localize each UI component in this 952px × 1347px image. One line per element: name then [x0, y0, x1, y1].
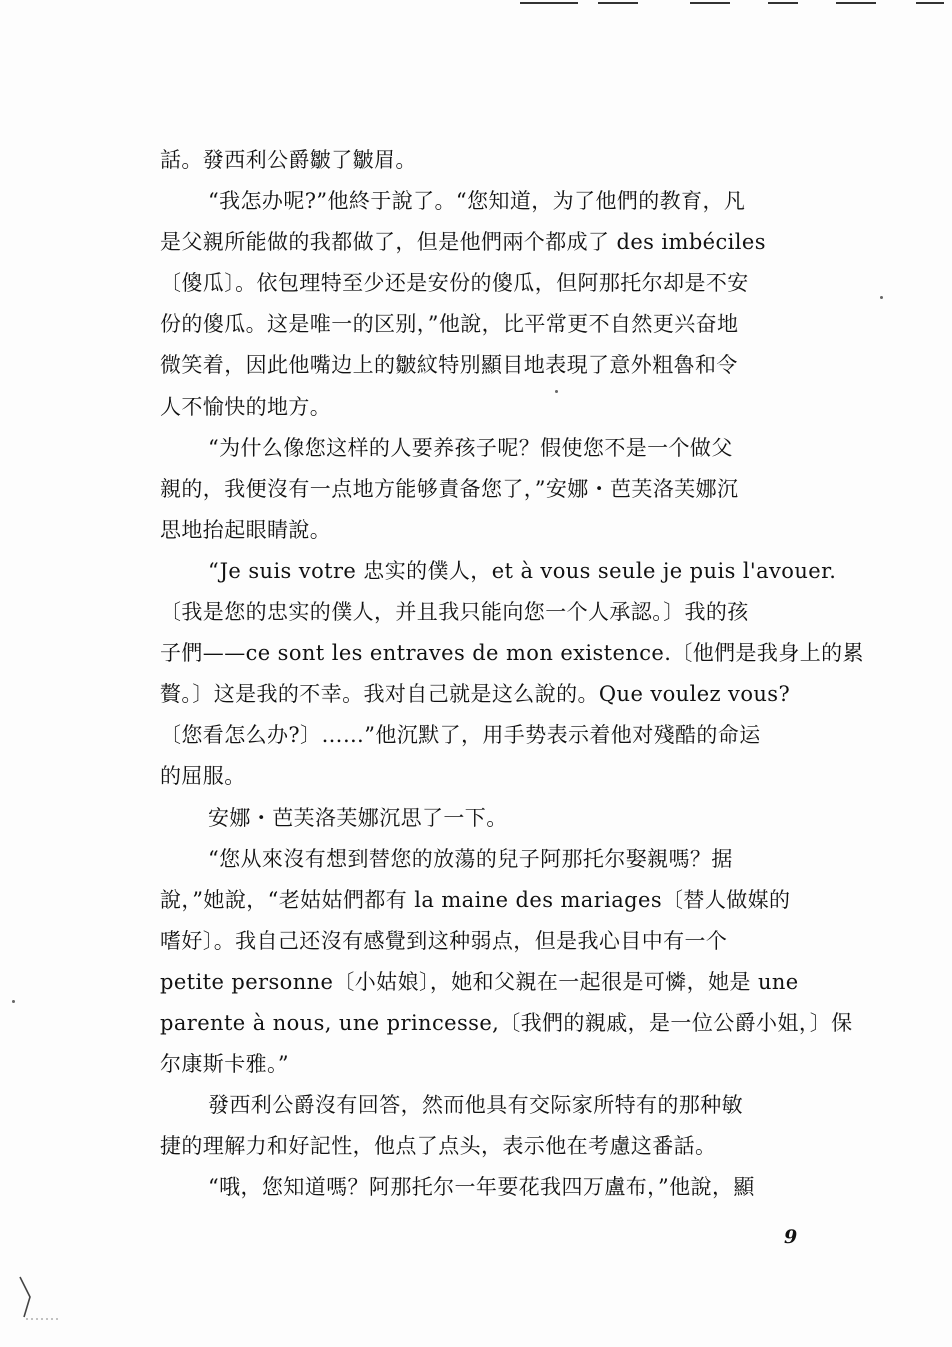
- speck: [880, 296, 883, 299]
- text-line: 安娜・芭芙洛芙娜沉思了一下。: [208, 805, 508, 830]
- text-line: 〔我是您的忠实的僕人，并且我只能向您一个人承認。〕我的孩: [160, 600, 749, 625]
- text-line: 親的，我便沒有一点地方能够責备您了，”安娜・芭芙洛芙娜沉: [160, 476, 739, 501]
- text-line: petite personne〔小姑娘〕，她和父親在一起很是可憐，她是 une: [160, 969, 799, 994]
- text-line: 說，”她說，“老姑姑們都有 la maine des mariages〔替人做媒的: [160, 887, 791, 912]
- text-line: 捷的理解力和好記性，他点了点头，表示他在考慮这番話。: [160, 1134, 717, 1159]
- text-line: 份的傻瓜。这是唯一的区别，”他說，比平常更不自然更兴奋地: [160, 312, 739, 337]
- text-line: 思地抬起眼睛說。: [160, 517, 332, 542]
- text-line: 人不愉快的地方。: [160, 394, 332, 419]
- text-line: “为什么像您这样的人要养孩子呢？假使您不是一个做父: [208, 435, 733, 460]
- text-line: 話。發西利公爵皺了皺眉。: [160, 148, 417, 172]
- page-number: 9: [784, 1226, 798, 1248]
- binding-mark: [16, 1275, 60, 1320]
- text-line: “Je suis votre 忠实的僕人，et à vous seule je puis l'avouer.: [208, 558, 837, 583]
- text-line: 〔傻瓜〕。依包理特至少还是安份的傻瓜，但阿那托尔却是不安: [160, 271, 749, 296]
- top-rule: [598, 2, 638, 4]
- text-line: 子們——ce sont les entraves de mon existence.〔他們是我身上的累: [160, 641, 864, 666]
- text-line: parente à nous, une princesse,〔我們的親戚，是一位公爵小姐，〕保: [160, 1010, 853, 1035]
- top-rule: [690, 2, 730, 4]
- text-line: 嗜好〕。我自己还沒有感覺到这种弱点，但是我心目中有一个: [160, 928, 728, 953]
- text-line: 是父親所能做的我都做了，但是他們兩个都成了 des imbéciles: [160, 230, 766, 255]
- text-line: “我怎办呢?”他終于說了。“您知道，为了他們的教育，凡: [208, 189, 746, 214]
- text-line: “哦，您知道嗎？阿那托尔一年要花我四万盧布，”他說，顯: [208, 1175, 755, 1200]
- text-line: 發西利公爵沒有回答，然而他具有交际家所特有的那种敏: [208, 1093, 743, 1118]
- text-line: 的屈服。: [160, 764, 246, 789]
- top-rule: [520, 2, 578, 4]
- top-rule: [836, 2, 876, 4]
- text-line: 〔您看怎么办?〕……”他沉默了，用手势表示着他对殘酷的命运: [160, 723, 761, 748]
- text-line: “您从來沒有想到替您的放蕩的兒子阿那托尔娶親嗎？据: [208, 846, 733, 871]
- text-line: 微笑着，因此他嘴边上的皺紋特別顯目地表現了意外粗魯和令: [160, 353, 738, 378]
- speck: [555, 390, 558, 393]
- top-rule: [768, 2, 798, 4]
- body-text: [160, 140, 864, 1208]
- speck: [12, 1000, 15, 1003]
- text-line: 尔康斯卡雅。”: [160, 1052, 290, 1077]
- top-rule: [916, 2, 944, 4]
- text-line: 贅。〕这是我的不幸。我对自己就是这么說的。Que voulez vous?: [160, 682, 791, 707]
